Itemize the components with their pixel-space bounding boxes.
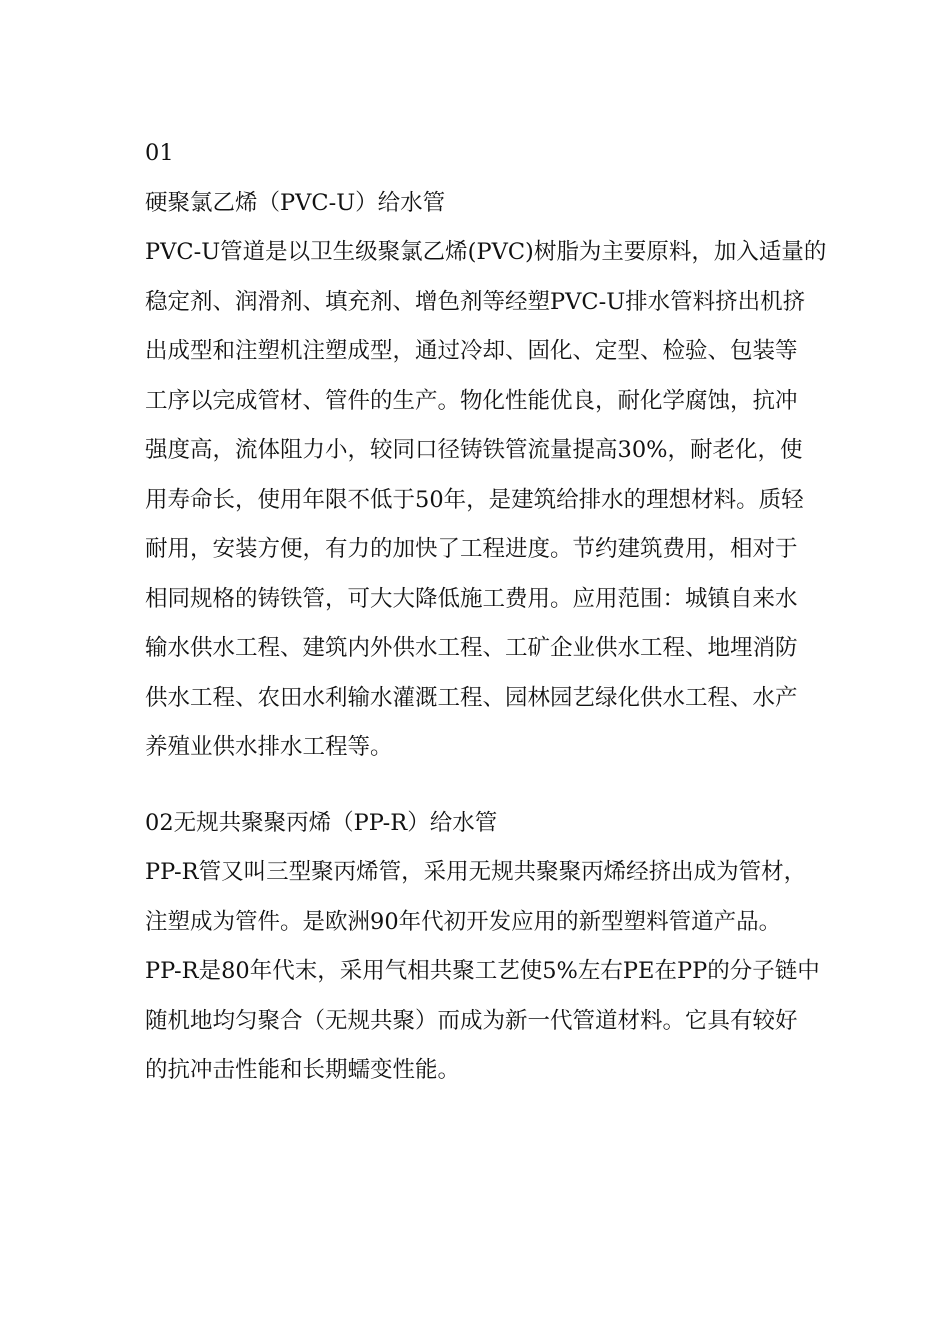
- section-spacer: [145, 773, 815, 799]
- paragraph-line: 工序以完成管材、管件的生产。物化性能优良，耐化学腐蚀，抗冲: [145, 387, 798, 414]
- paragraph-line: 养殖业供水排水工程等。: [145, 734, 393, 760]
- section-2-title: 02无规共聚聚丙烯（PP-R）给水管: [145, 809, 498, 836]
- paragraph-line: 注塑成为管件。是欧洲90年代初开发应用的新型塑料管道产品。: [145, 908, 782, 935]
- paragraph-line: 供水工程、农田水利输水灌溉工程、园林园艺绿化供水工程、水产: [145, 684, 798, 711]
- paragraph-line: 用寿命长，使用年限不低于50年，是建筑给排水的理想材料。质轻: [145, 486, 804, 513]
- section-1-title: 硬聚氯乙烯（PVC-U）给水管: [145, 189, 446, 216]
- paragraph-line: 出成型和注塑机注塑成型，通过冷却、固化、定型、检验、包装等: [145, 338, 798, 364]
- paragraph-line: 随机地均匀聚合（无规共聚）而成为新一代管道材料。它具有较好: [145, 1007, 798, 1034]
- paragraph-line: 的抗冲击性能和长期蠕变性能。: [145, 1057, 461, 1083]
- paragraph-line: PP-R管又叫三型聚丙烯管，采用无规共聚聚丙烯经挤出成为管材，: [145, 859, 807, 885]
- paragraph-line: 相同规格的铸铁管，可大大降低施工费用。应用范围：城镇自来水: [145, 585, 798, 612]
- paragraph-line: PVC-U管道是以卫生级聚氯乙烯(PVC)树脂为主要原料，加入适量的: [145, 239, 827, 265]
- paragraph-line: 稳定剂、润滑剂、填充剂、增色剂等经塑PVC-U排水管料挤出机挤: [145, 288, 806, 315]
- paragraph-line: PP-R是80年代末，采用气相共聚工艺使5%左右PE在PP的分子链中: [145, 958, 820, 984]
- section-2-paragraph: [145, 848, 820, 1096]
- paragraph-line: 耐用，安装方便，有力的加快了工程进度。节约建筑费用，相对于: [145, 536, 798, 562]
- paragraph-line: 输水供水工程、建筑内外供水工程、工矿企业供水工程、地埋消防: [145, 635, 798, 661]
- section-1-number: 01: [145, 140, 174, 166]
- section-1-paragraph: [145, 228, 827, 773]
- document-body: [145, 129, 827, 1096]
- paragraph-line: 强度高，流体阻力小，较同口径铸铁管流量提高30%，耐老化，使: [145, 437, 803, 463]
